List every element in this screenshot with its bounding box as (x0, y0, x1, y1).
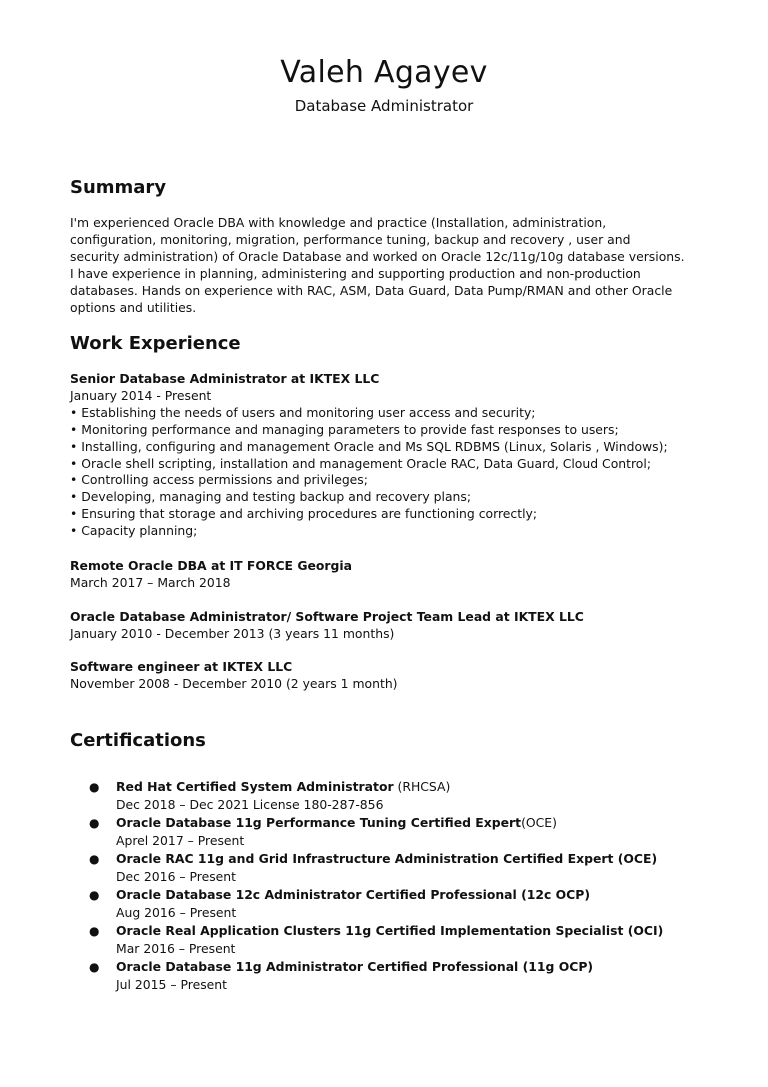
summary-line: databases. Hands on experience with RAC, ASM, Data Guard, Data Pump/RMAN and other Oracle (70, 282, 673, 298)
certification-item (70, 850, 710, 886)
bullet-icon: ● (89, 924, 100, 938)
bullet-icon: ● (89, 852, 100, 866)
job-entry (70, 659, 710, 693)
certification-title: Red Hat Certified System Administrator (116, 779, 394, 794)
bullet-icon: ● (89, 816, 100, 830)
job-title: Software engineer at IKTEX LLC (70, 659, 293, 674)
job-duty: • Developing, managing and testing backup and recovery plans; (70, 489, 472, 505)
certification-title: Oracle RAC 11g and Grid Infrastructure Administration Certified Expert (OCE) (116, 851, 658, 866)
candidate-name: Valeh Agayev (280, 55, 488, 90)
job-dates: January 2010 - December 2013 (3 years 11 months) (70, 625, 395, 641)
summary-line: options and utilities. (70, 299, 197, 315)
certification-title: Oracle Database 12c Administrator Certified Professional (12c OCP) (116, 887, 591, 902)
job-duty: • Establishing the needs of users and monitoring user access and security; (70, 404, 536, 420)
summary-line: security administration) of Oracle Database and worked on Oracle 12c/11g/10g database versions. (70, 248, 685, 264)
certification-title: Oracle Database 11g Administrator Certified Professional (11g OCP) (116, 959, 594, 974)
job-duty: • Installing, configuring and management Oracle and Ms SQL RDBMS (Linux, Solaris , Windows); (70, 438, 668, 454)
bullet-icon: ● (89, 960, 100, 974)
certification-code: (RHCSA) (393, 779, 451, 794)
job-title: Oracle Database Administrator/ Software Project Team Lead at IKTEX LLC (70, 609, 584, 624)
job-duty: • Oracle shell scripting, installation and management Oracle RAC, Data Guard, Cloud Control; (70, 455, 652, 471)
certifications-heading: Certifications (70, 730, 206, 751)
job-duty: • Controlling access permissions and privileges; (70, 472, 368, 488)
certification-dates: Dec 2018 – Dec 2021 License 180-287-856 (116, 797, 384, 812)
candidate-role: Database Administrator (294, 97, 474, 115)
certification-item (70, 778, 710, 814)
job-title: Senior Database Administrator at IKTEX LLC (70, 371, 380, 386)
job-dates: March 2017 – March 2018 (70, 574, 231, 590)
job-dates: January 2014 - Present (70, 387, 212, 403)
job-duty: • Monitoring performance and managing parameters to provide fast responses to users; (70, 421, 619, 437)
job-duty: • Capacity planning; (70, 523, 198, 539)
certification-item (70, 886, 710, 922)
certification-item (70, 958, 710, 994)
job-entry (70, 371, 710, 540)
bullet-icon: ● (89, 780, 100, 794)
bullet-icon: ● (89, 888, 100, 902)
certification-title: Oracle Database 11g Performance Tuning Certified Expert (116, 815, 522, 830)
work-experience-heading: Work Experience (70, 333, 241, 354)
certification-item (70, 814, 710, 850)
job-duty: • Ensuring that storage and archiving procedures are functioning correctly; (70, 506, 538, 522)
certification-dates: Dec 2016 – Present (116, 869, 237, 884)
certification-dates: Aug 2016 – Present (116, 905, 237, 920)
certification-code: (OCE) (521, 815, 557, 830)
summary-line: configuration, monitoring, migration, performance tuning, backup and recovery , user and (70, 231, 631, 247)
certification-title: Oracle Real Application Clusters 11g Certified Implementation Specialist (OCI) (116, 923, 664, 938)
certification-dates: Aprel 2017 – Present (116, 833, 245, 848)
certifications-list (70, 778, 710, 994)
job-entry (70, 558, 710, 592)
certification-item (70, 922, 710, 958)
summary-heading: Summary (70, 177, 167, 198)
job-dates: November 2008 - December 2010 (2 years 1 month) (70, 675, 398, 691)
job-title: Remote Oracle DBA at IT FORCE Georgia (70, 558, 353, 573)
summary-line: I'm experienced Oracle DBA with knowledge and practice (Installation, administration, (70, 215, 607, 230)
summary-line: I have experience in planning, administering and supporting production and non-production (70, 265, 641, 281)
job-entry (70, 609, 710, 643)
certification-dates: Jul 2015 – Present (116, 977, 227, 992)
summary-text (70, 215, 710, 316)
certification-dates: Mar 2016 – Present (116, 941, 236, 956)
